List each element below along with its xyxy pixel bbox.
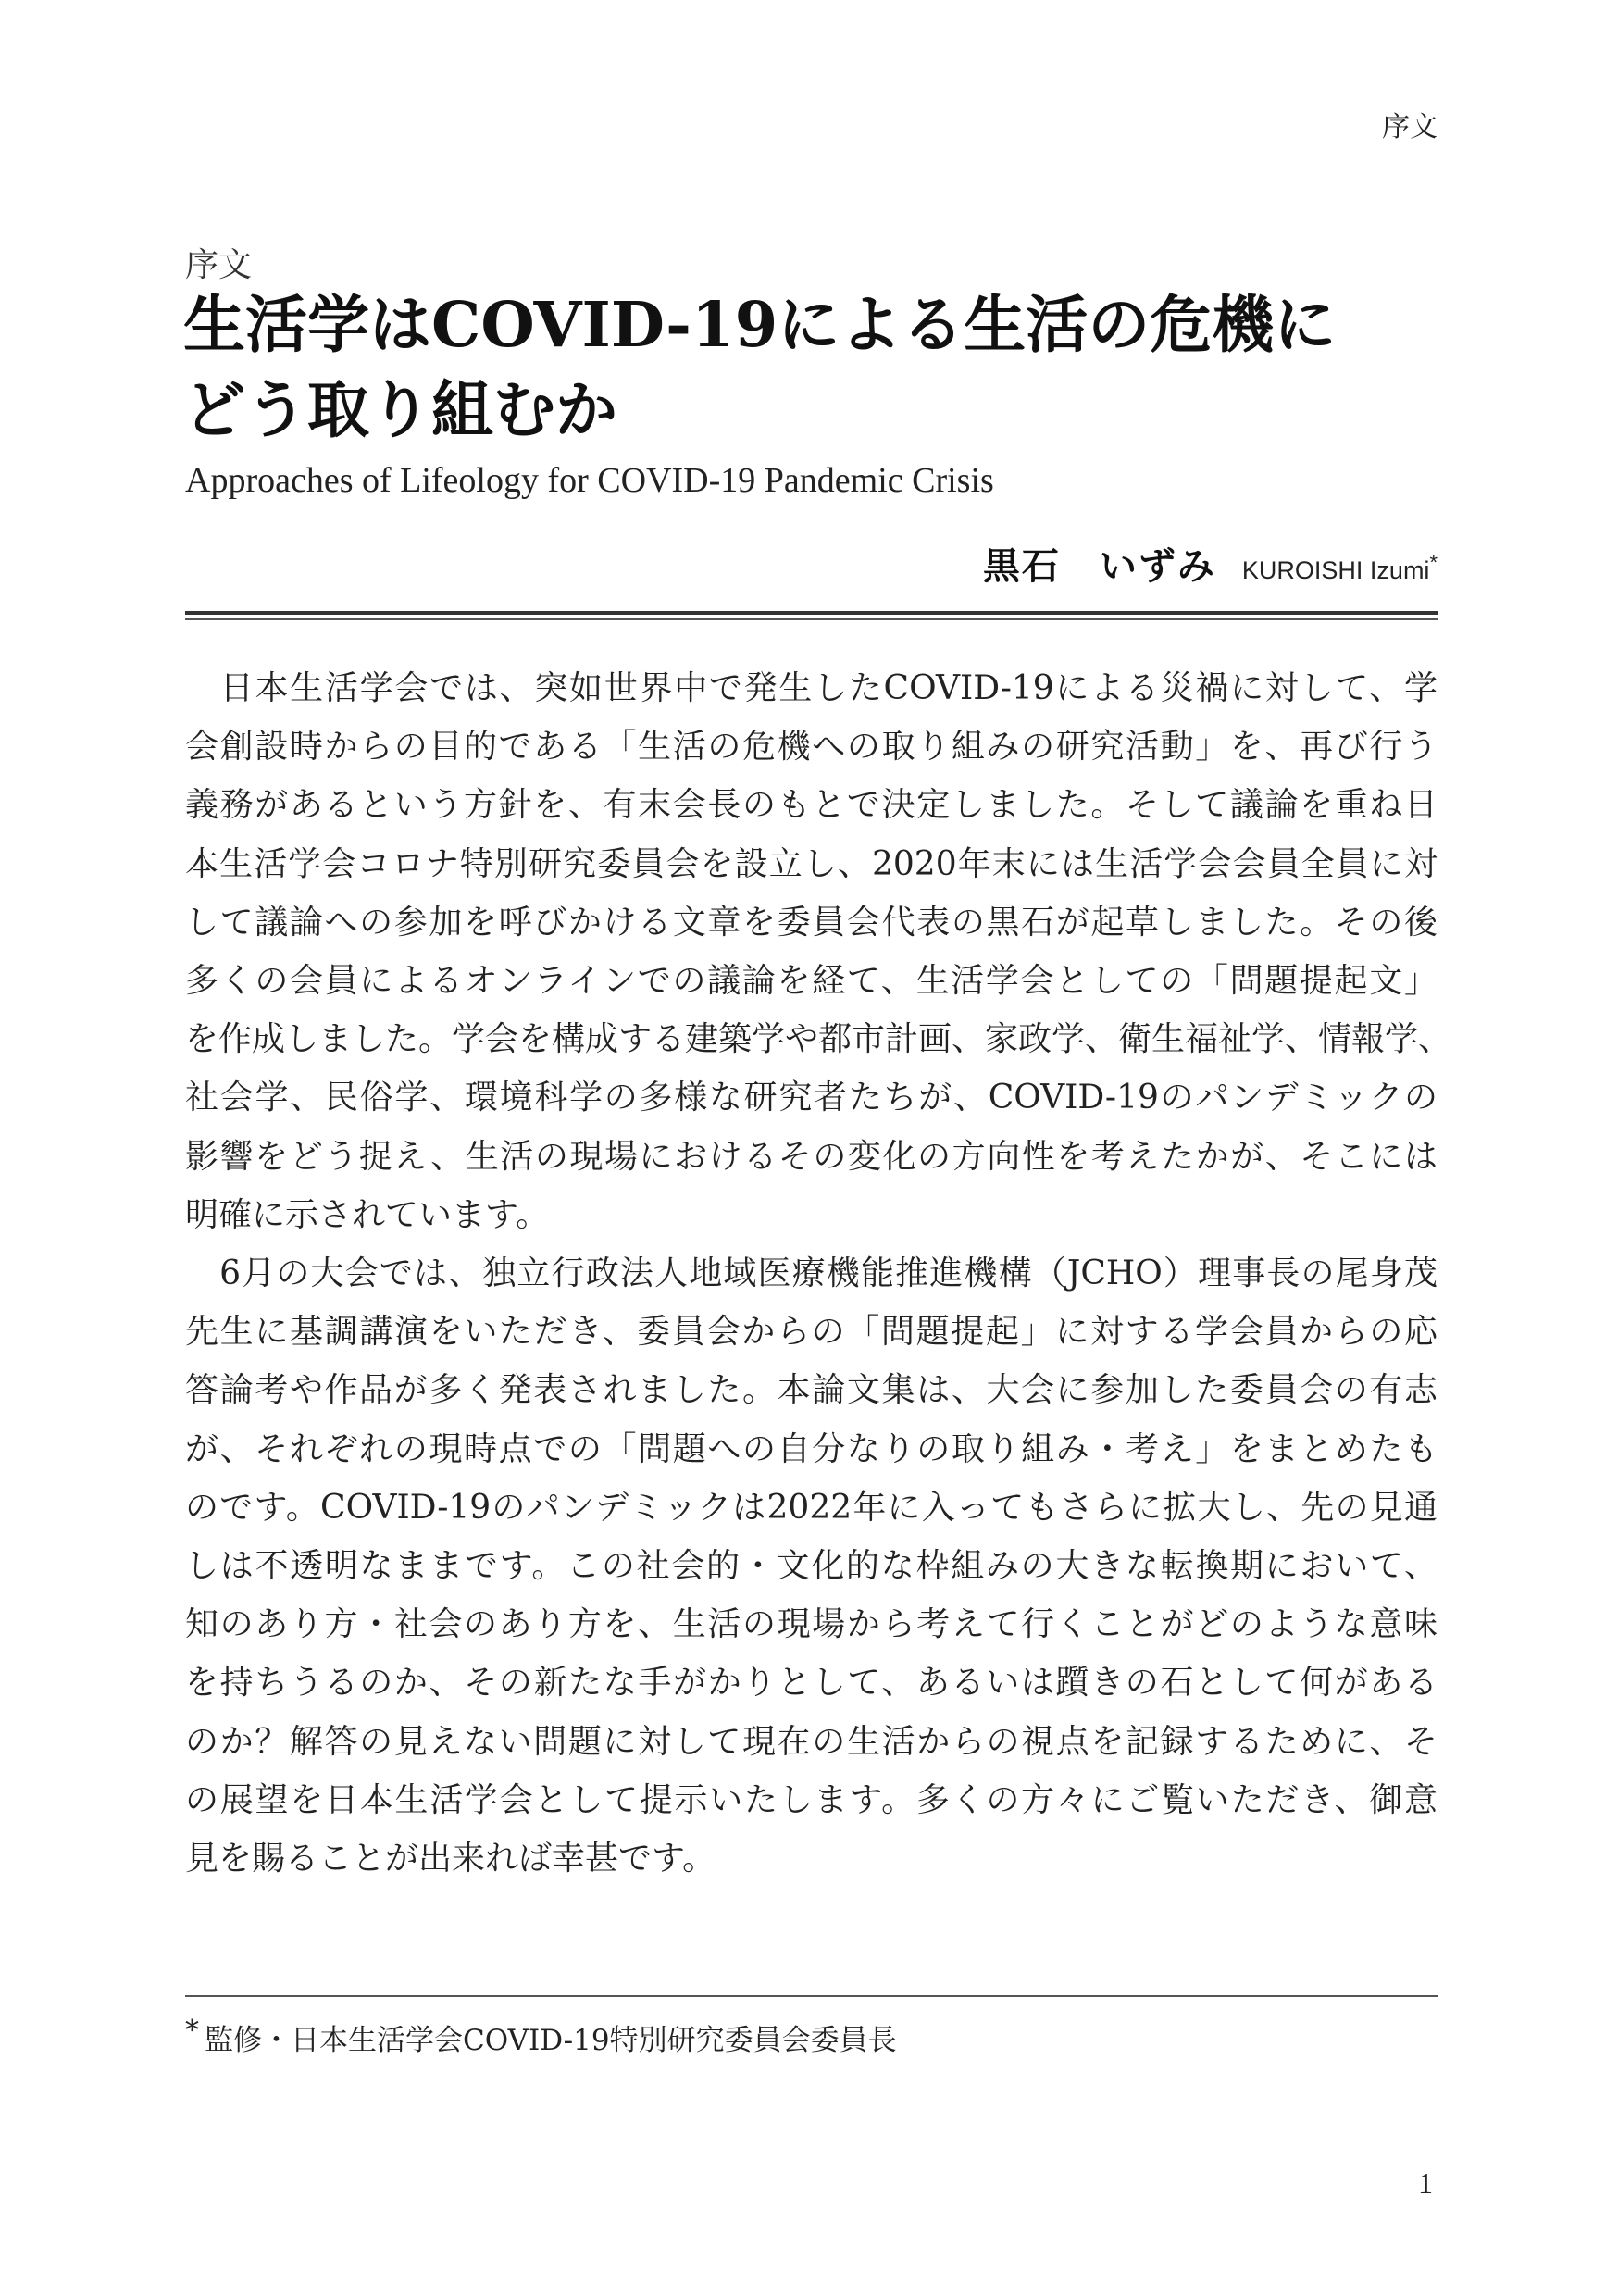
body-line: しは不透明なままです。この社会的・文化的な枠組みの大きな転換期において、 [185, 1547, 1438, 1586]
body-line: 日本生活学会では、突如世界中で発生したCOVID-19による災禍に対して、学 [185, 669, 1438, 707]
body-line: 多くの会員によるオンラインでの議論を経て、生活学会としての「問題提起文」 [185, 962, 1438, 1001]
running-header: 序文 [1382, 111, 1438, 144]
author-name-en [1242, 551, 1438, 585]
english-subtitle: Approaches of Lifeology for COVID-19 Pandemic Crisis [185, 461, 994, 500]
body-line: 先生に基調講演をいただき、委員会からの「問題提起」に対する学会員からの応 [185, 1313, 1438, 1352]
title-line: どう取り組むか [183, 373, 617, 446]
body-line: が、それぞれの現時点での「問題への自分なりの取り組み・考え」をまとめたも [185, 1429, 1438, 1468]
author-footnote-mark: * [1429, 551, 1438, 574]
body-line: 答論考や作品が多く発表されました。本論文集は、大会に参加した委員会の有志 [185, 1371, 1438, 1410]
article-title [183, 282, 1442, 453]
footnote [185, 2016, 897, 2058]
body-line: して議論への参加を呼びかける文章を委員会代表の黒石が起草しました。その後 [185, 903, 1438, 942]
body-line: 義務があるという方針を、有末会長のもとで決定しました。そして議論を重ね日 [185, 786, 1438, 825]
title-line: 生活学はCOVID-19による生活の危機に [183, 288, 1337, 361]
body-line: 本生活学会コロナ特別研究委員会を設立し、2020年末には生活学会会員全員に対 [185, 844, 1438, 883]
body-line: 社会学、民俗学、環境科学の多様な研究者たちが、COVID-19のパンデミックの [185, 1079, 1438, 1117]
footnote-mark: * [185, 2014, 199, 2047]
body-line: 明確に示されています。 [185, 1195, 550, 1234]
body-line: 会創設時からの目的である「生活の危機への取り組みの研究活動」を、再び行う [185, 728, 1438, 767]
author-name-ja: 黒石 いずみ [982, 544, 1216, 588]
body-line: のです。COVID-19のパンデミックは2022年に入ってもさらに拡大し、先の見通 [185, 1488, 1438, 1527]
body-text [185, 659, 1452, 1888]
body-line: 6月の大会では、独立行政法人地域医療機能推進機構（JCHO）理事長の尾身茂 [185, 1254, 1438, 1293]
body-line: 見を賜ることが出来れば幸甚です。 [185, 1840, 716, 1878]
author-line [983, 537, 1438, 590]
body-line: を持ちうるのか、その新たな手がかりとして、あるいは躓きの石として何がある [185, 1664, 1438, 1703]
body-line: を作成しました。学会を構成する建築学や都市計画、家政学、衛生福祉学、情報学、 [185, 1020, 1452, 1059]
body-line: の展望を日本生活学会として提示いたします。多くの方々にご覧いただき、御意 [185, 1780, 1438, 1819]
title-divider [185, 611, 1438, 620]
author-name-en-text: KUROISHI Izumi [1241, 556, 1430, 584]
body-line: のか？解答の見えない問題に対して現在の生活からの視点を記録するために、そ [185, 1722, 1438, 1761]
footnote-divider [185, 1995, 1438, 1997]
body-line: 知のあり方・社会のあり方を、生活の現場から考えて行くことがどのような意味 [185, 1605, 1438, 1644]
page-number: 1 [1418, 2166, 1433, 2200]
section-label: 序文 [185, 246, 253, 284]
body-line: 影響をどう捉え、生活の現場におけるその変化の方向性を考えたかが、そこには [185, 1137, 1438, 1176]
footnote-text: 監修・日本生活学会COVID-19特別研究委員会委員長 [205, 2024, 897, 2057]
